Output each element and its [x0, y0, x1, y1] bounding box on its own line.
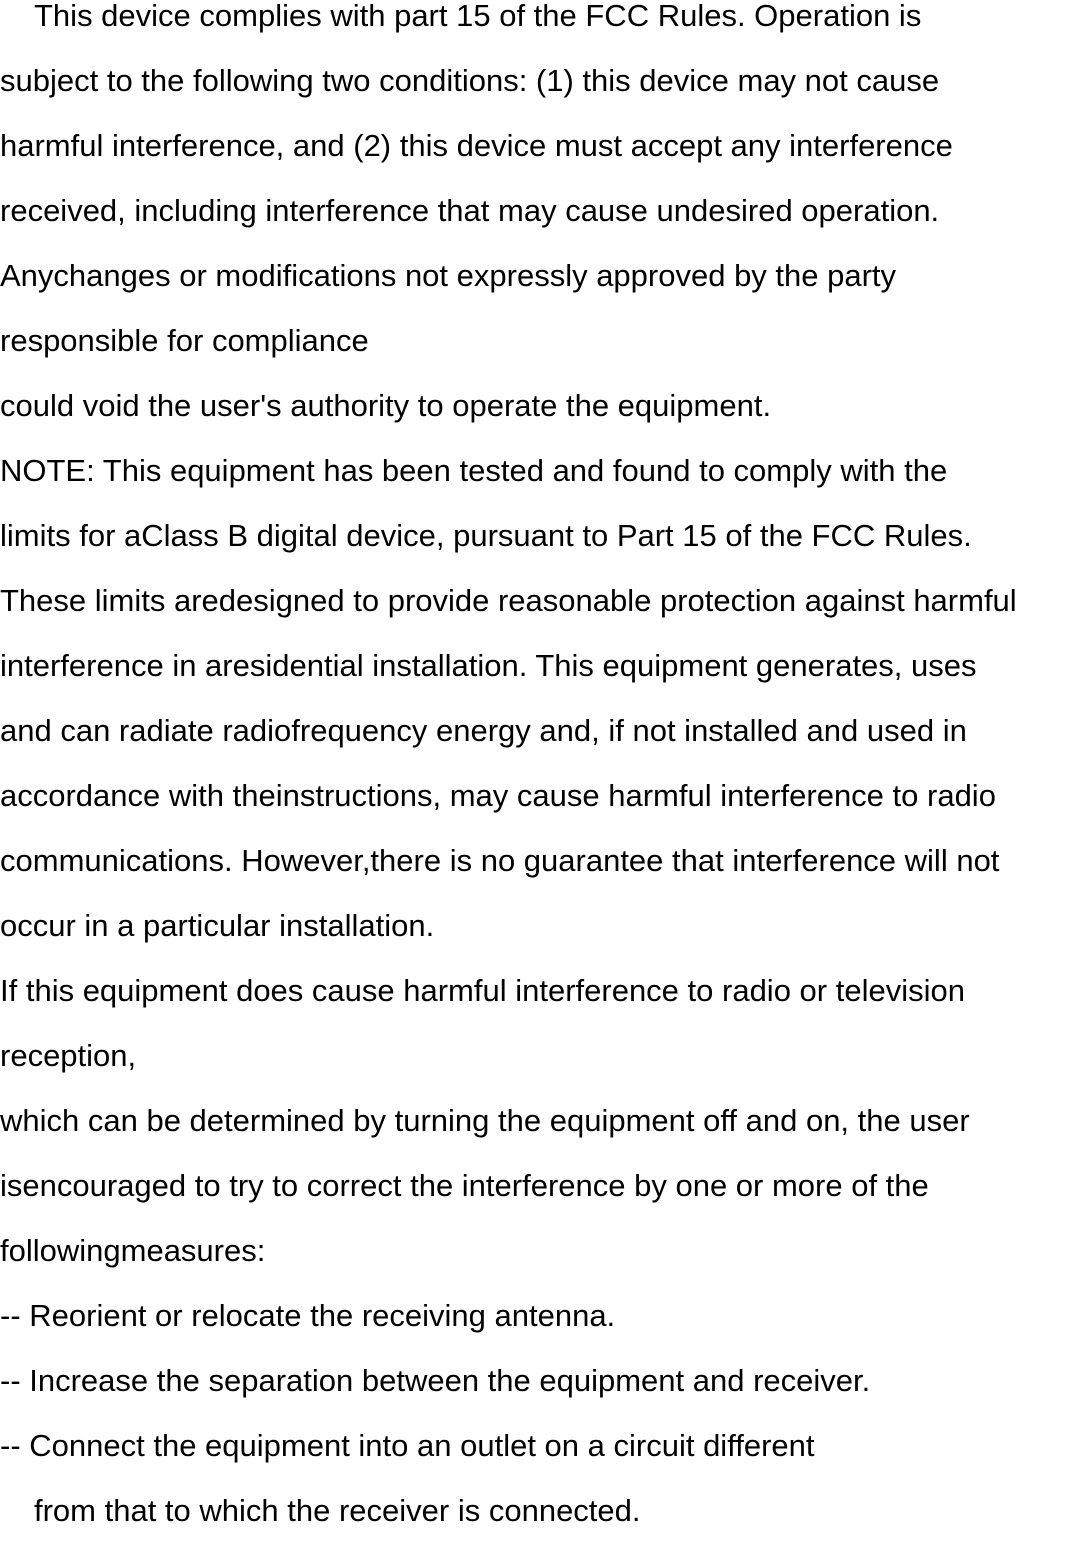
- note-line: communications. However,there is no guarantee that interference will not: [0, 843, 1000, 878]
- note-line: These limits aredesigned to provide reasonable protection against harmful: [0, 583, 1017, 618]
- statement-line: could void the user's authority to operate the equipment.: [0, 388, 772, 423]
- statement-line: responsible for compliance: [0, 323, 369, 358]
- statement-line: Anychanges or modifications not expressly approved by the party: [0, 258, 897, 293]
- note-line: NOTE: This equipment has been tested and found to comply with the: [0, 453, 948, 488]
- interference-line: If this equipment does cause harmful interference to radio or television: [0, 973, 965, 1008]
- statement-line: received, including interference that may cause undesired operation.: [0, 193, 940, 228]
- interference-line: followingmeasures:: [0, 1233, 266, 1268]
- note-line: limits for aClass B digital device, pursuant to Part 15 of the FCC Rules.: [0, 518, 972, 553]
- note-line: occur in a particular installation.: [0, 908, 435, 943]
- note-line: and can radiate radiofrequency energy and, if not installed and used in: [0, 713, 967, 748]
- measure-item: -- Reorient or relocate the receiving antenna.: [0, 1298, 616, 1333]
- statement-line: subject to the following two conditions: (1) this device may not cause: [0, 63, 940, 98]
- statement-line: This device complies with part 15 of the FCC Rules. Operation is: [34, 0, 922, 33]
- note-line: interference in aresidential installation. This equipment generates, uses: [0, 648, 977, 683]
- interference-line: which can be determined by turning the equipment off and on, the user: [0, 1103, 970, 1138]
- measure-item: -- Increase the separation between the equipment and receiver.: [0, 1363, 871, 1398]
- statement-line: harmful interference, and (2) this device must accept any interference: [0, 128, 953, 163]
- measure-item: -- Connect the equipment into an outlet on a circuit different: [0, 1428, 815, 1463]
- measure-item-continuation: from that to which the receiver is connected.: [34, 1493, 641, 1528]
- note-line: accordance with theinstructions, may cause harmful interference to radio: [0, 778, 996, 813]
- interference-line: reception,: [0, 1038, 137, 1073]
- interference-line: isencouraged to try to correct the interference by one or more of the: [0, 1168, 929, 1203]
